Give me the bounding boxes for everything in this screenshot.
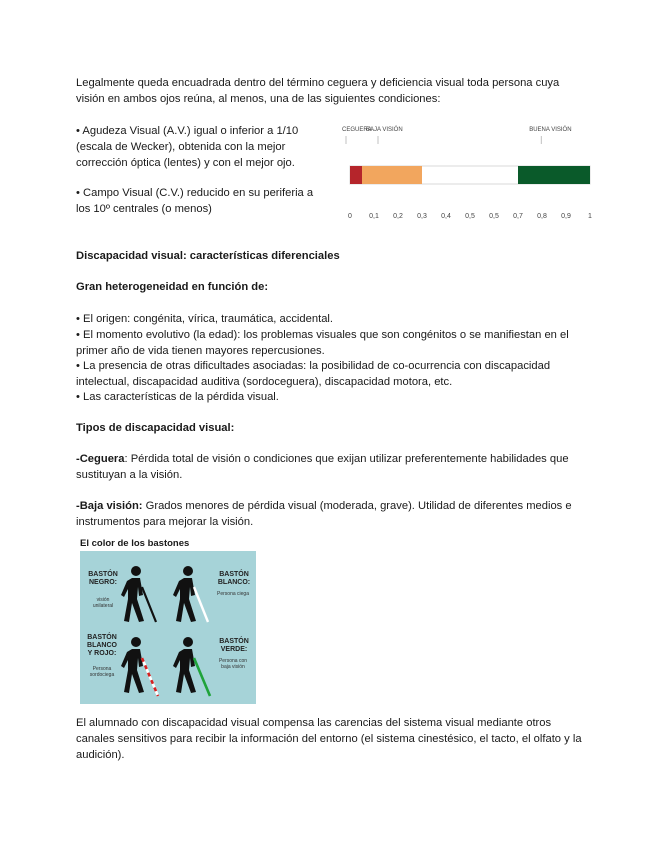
scale-tick-label-3: 0,3 (417, 213, 427, 220)
walking-person-green-cane-icon (172, 636, 216, 698)
bullet-associated-difficulties: • La presencia de otras dificultades asociadas: la posibilidad de co-ocurrencia con discapacidad intelectual, discapacidad auditiva (sordoceguera), discapacidad motora, etc. (76, 360, 551, 388)
scale-tick-label-8: 0,8 (537, 213, 547, 220)
bullet-origin: • El origen: congénita, vírica, traumática, accidental. (76, 313, 334, 325)
closing-paragraph: El alumnado con discapacidad visual compensa las carencias del sistema visual mediante otros canales sensitivos para recibir la información del entorno (el sistema cinestésico, el tacto, el olfato y la audición). (76, 717, 582, 761)
ceguera-definition: : Pérdida total de visión o condiciones que exijan utilizar preferentemente habilidades que sustituyan a la visión. (76, 453, 569, 481)
bullet-evolutive-moment: • El momento evolutivo (la edad): los problemas visuales que son congénitos o se manifiestan en el primer año de vida tienen mayores repercusiones. (76, 329, 569, 357)
cane-black-label: BASTÓN NEGRO: (88, 571, 118, 586)
scale-segment-label-1: BAJA VISIÓN (366, 127, 403, 133)
cane-green-sub: Persona con baja visión (218, 658, 248, 670)
cane-white-red-sub: Persona sordociega (89, 666, 115, 678)
scale-tick-label-6: 0,5 (489, 213, 499, 220)
scale-tick-label-1: 0,1 (369, 213, 379, 220)
baja-vision-term: -Baja visión: (76, 500, 143, 512)
walking-person-white-cane-icon (172, 565, 216, 625)
cane-white-red-label: BASTÓN BLANCO Y ROJO: (87, 634, 117, 657)
ceguera-term: -Ceguera (76, 453, 125, 465)
cane-white-label: BASTÓN BLANCO: (217, 571, 251, 586)
scale-segment-0 (350, 166, 362, 184)
scale-tick-label-9: 0,9 (561, 213, 571, 220)
vision-scale-chart (338, 118, 598, 228)
section-subheading-heterogeneity: Gran heterogeneidad en función de: (76, 281, 269, 293)
baja-vision-definition: Grados menores de pérdida visual (moderada, grave). Utilidad de diferentes medios e instrumentos para mejorar la visión. (76, 500, 572, 528)
scale-segment-label-0: CEGUERA (342, 127, 372, 133)
canes-figure-title: El color de los bastones (80, 538, 190, 549)
section-heading-types: Tipos de discapacidad visual: (76, 422, 235, 434)
scale-tick-label-0: 0 (348, 213, 352, 220)
cane-black-sub: visión unilateral (92, 597, 114, 609)
scale-tick-label-4: 0,4 (441, 213, 451, 220)
intro-paragraph: Legalmente queda encuadrada dentro del término ceguera y deficiencia visual toda persona cuya visión en ambos ojos reúna, al menos, una de las siguientes condiciones: (76, 77, 560, 105)
section-heading-characteristics: Discapacidad visual: características diferenciales (76, 250, 340, 262)
canes-figure (80, 551, 256, 704)
condition-visual-field: • Campo Visual (C.V.) reducido en su periferia a los 10º centrales (o menos) (76, 187, 314, 215)
scale-segment-3 (518, 166, 590, 184)
walking-person-black-cane-icon (120, 565, 164, 625)
scale-tick-label-7: 0,7 (513, 213, 523, 220)
cane-green-label: BASTÓN VERDE: (219, 638, 249, 653)
scale-tick-label-10: 1 (588, 213, 592, 220)
type-ceguera (76, 451, 586, 483)
bullet-loss-characteristics: • Las características de la pérdida visual. (76, 391, 279, 403)
scale-tick-label-2: 0,2 (393, 213, 403, 220)
scale-tick-label-5: 0,5 (465, 213, 475, 220)
scale-segment-label-3: BUENA VISIÓN (529, 127, 572, 133)
scale-segment-1 (362, 166, 422, 184)
walking-person-white-red-cane-icon (120, 636, 164, 698)
cane-white-sub: Persona ciega (217, 591, 249, 597)
type-baja-vision (76, 498, 586, 530)
condition-visual-acuity: • Agudeza Visual (A.V.) igual o inferior a 1/10 (escala de Wecker), obtenida con la mejor corrección óptica (lentes) y con el mejor ojo. (76, 125, 299, 169)
